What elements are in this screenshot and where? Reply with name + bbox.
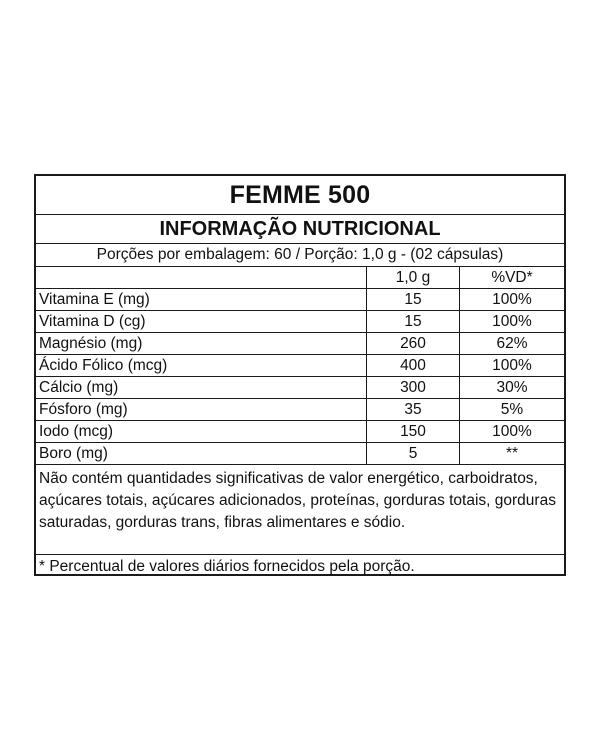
nutrient-amount: 15: [367, 311, 460, 333]
nutrient-amount: 15: [367, 289, 460, 311]
table-row: [36, 377, 564, 399]
nutrient-amount: 150: [367, 421, 460, 443]
nutrient-daily-value: 100%: [460, 421, 565, 443]
table-row: [36, 399, 564, 421]
nutrient-name: Magnésio (mg): [36, 333, 367, 355]
non-significant-note: Não contém quantidades significativas de valor energético, carboidratos, açúcares totais, açúcares adicionados, proteínas, gorduras totais, gorduras saturadas, gorduras trans, fibras alimentares e sódio.: [36, 465, 564, 555]
table-header-row: [36, 267, 564, 289]
nutrient-name: Fósforo (mg): [36, 399, 367, 421]
nutrient-name: Ácido Fólico (mcg): [36, 355, 367, 377]
nutrient-daily-value: 30%: [460, 377, 565, 399]
table-row: [36, 355, 564, 377]
nutrient-amount: 400: [367, 355, 460, 377]
header-amount-cell: 1,0 g: [367, 267, 460, 289]
nutrition-facts-label: [34, 174, 566, 576]
nutrient-amount: 260: [367, 333, 460, 355]
nutrient-name: Iodo (mcg): [36, 421, 367, 443]
nutrient-daily-value: 100%: [460, 311, 565, 333]
nutrient-name: Boro (mg): [36, 443, 367, 465]
nutrient-daily-value: 100%: [460, 355, 565, 377]
product-title: FEMME 500: [36, 176, 564, 215]
nutrient-daily-value: 62%: [460, 333, 565, 355]
table-row: [36, 333, 564, 355]
nutrient-daily-value: **: [460, 443, 565, 465]
nutrient-name: Vitamina E (mg): [36, 289, 367, 311]
nutrient-daily-value: 5%: [460, 399, 565, 421]
nutrition-heading: INFORMAÇÃO NUTRICIONAL: [36, 215, 564, 244]
daily-value-footnote: * Percentual de valores diários fornecidos pela porção.: [39, 558, 415, 575]
nutrient-amount: 35: [367, 399, 460, 421]
table-row: [36, 443, 564, 465]
serving-info: Porções por embalagem: 60 / Porção: 1,0 g - (02 cápsulas): [36, 244, 564, 267]
table-row: [36, 311, 564, 333]
nutrient-name: Cálcio (mg): [36, 377, 367, 399]
nutrient-amount: 5: [367, 443, 460, 465]
nutrient-amount: 300: [367, 377, 460, 399]
table-row: [36, 289, 564, 311]
table-row: [36, 421, 564, 443]
nutrition-table: [36, 267, 564, 465]
nutrient-name: Vitamina D (cg): [36, 311, 367, 333]
nutrient-daily-value: 100%: [460, 289, 565, 311]
header-name-cell: [36, 267, 367, 289]
header-daily-value-cell: %VD*: [460, 267, 565, 289]
